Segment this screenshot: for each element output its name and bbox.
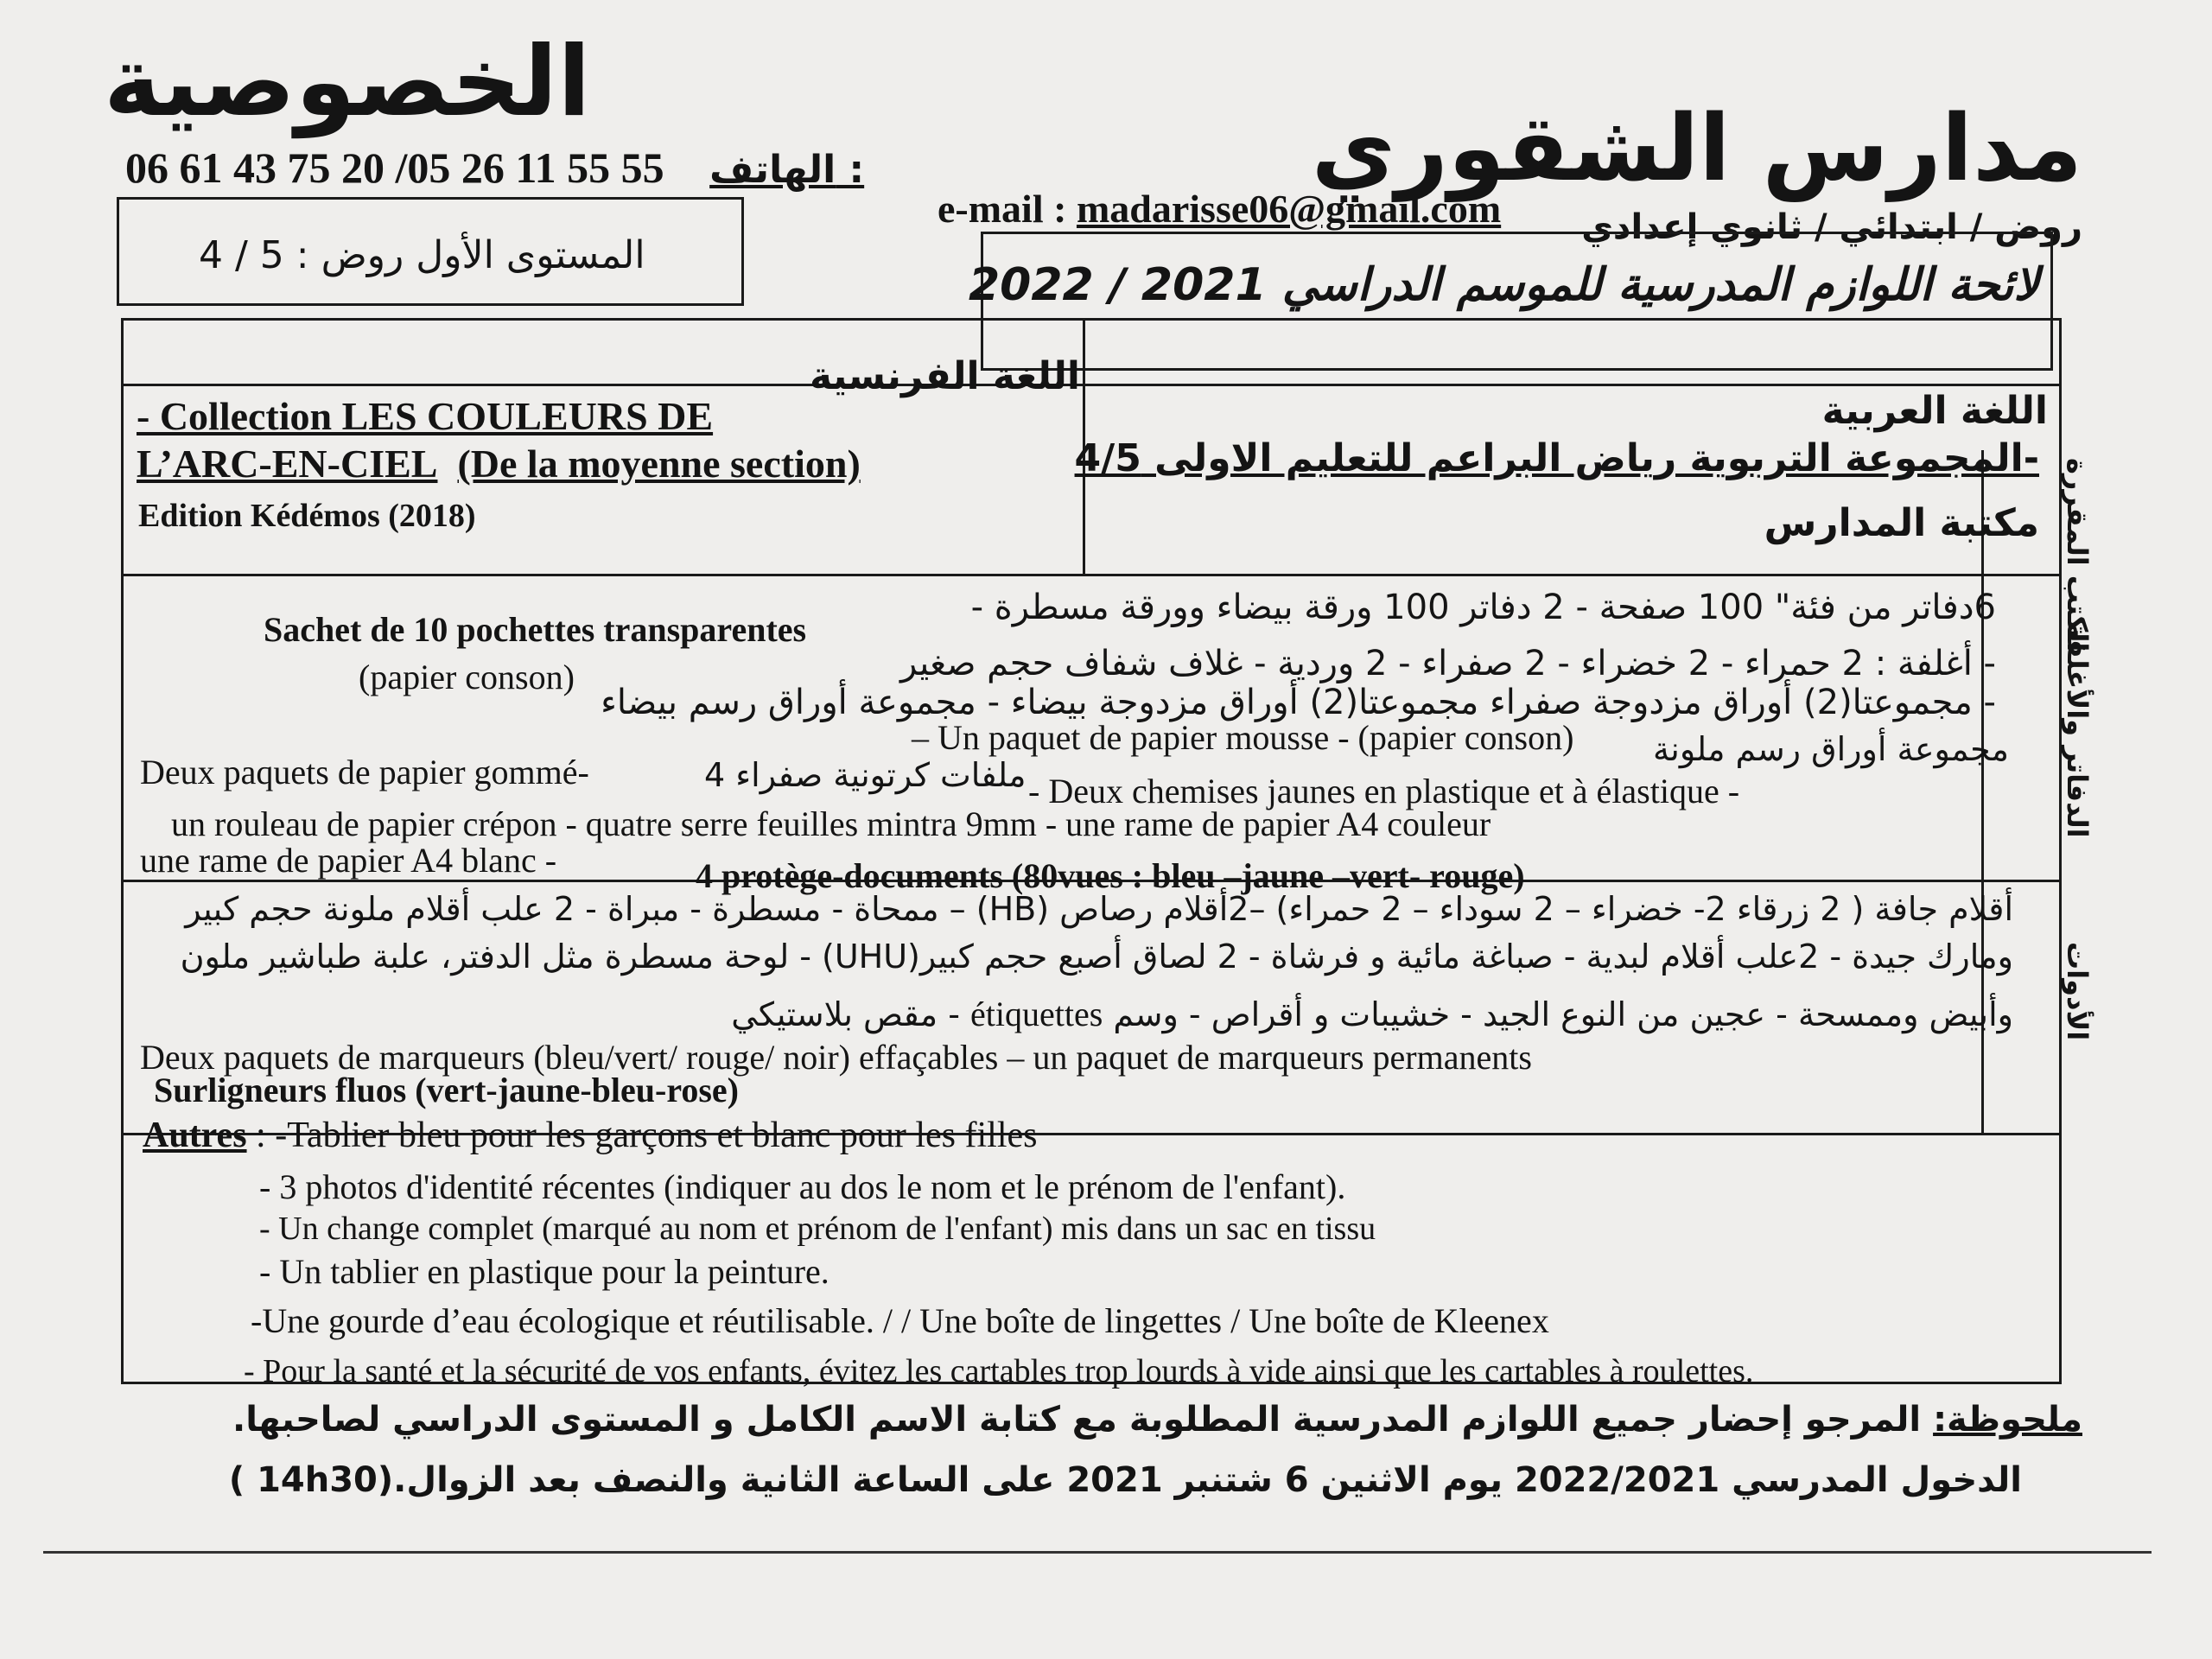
- note-line: ملحوظة: المرجو إحضار جميع اللوازم المدرسية المطلوبة مع كتابة الاسم الكامل و المستوى الدراسي لصاحبها.: [232, 1400, 2082, 1440]
- bottom-rule: [43, 1551, 2152, 1554]
- others-line5: -Une gourde d’eau écologique et réutilisable. / / Une boîte de lingettes / Une boîte de Kleenex: [251, 1301, 1549, 1340]
- school-levels: روض / ابتدائي / ثانوي إعدادي: [1581, 207, 2082, 247]
- class-level: المستوى الأول روض : 5 / 4: [199, 233, 645, 277]
- highlighters-line: Surligneurs fluos (vert-jaune-bleu-rose): [154, 1071, 739, 1109]
- school-start-line: الدخول المدرسي 2022/2021 يوم الاثنين 6 شتنبر 2021 على الساعة الثانية والنصف بعد الزوال.(14h30 ): [228, 1460, 2022, 1500]
- papier-gomme: Deux paquets de papier gommé-: [140, 753, 589, 791]
- others-line6: - Pour la santé et la sécurité de vos enfants, évitez les cartables trop lourds à vide ainsi que les cartables à roulettes.: [244, 1353, 1754, 1389]
- books-side-label: الكتب المقررة: [2061, 458, 2094, 652]
- phone-numbers: 06 61 43 75 20 /05 26 11 55 55: [125, 143, 664, 192]
- email-line: [938, 186, 1501, 232]
- cardboard-files: 4 ملفات كرتونية صفراء: [704, 756, 1027, 794]
- phone-line: [125, 143, 864, 193]
- double-sheets-line: - مجموعتا(2) أوراق مزدوجة صفراء مجموعتا(2) أوراق مزدوجة بيضاء - مجموعة أوراق رسم بيضاء: [601, 683, 1996, 722]
- french-book-line2: L’ARC-EN-CIEL (De la moyenne section): [137, 442, 861, 486]
- table-divider: [124, 384, 2059, 386]
- notebooks-line1: 6دفاتر من فئة" 100 صفحة - 2 دفاتر 100 ورقة بيضاء وورقة مسطرة -: [970, 588, 1996, 627]
- protege-documents: 4 protège-documents (80vues : bleu –jaune –vert- rouge): [696, 856, 1525, 895]
- school-name-part1: الخصوصية: [104, 26, 591, 138]
- chemises-line: - Deux chemises jaunes en plastique et à élastique -: [1028, 772, 1740, 810]
- note-label: ملحوظة:: [1933, 1400, 2082, 1440]
- others-line3: - Un change complet (marqué au nom et prénom de l'enfant) mis dans un sac en tissu: [259, 1211, 1376, 1247]
- list-title: لائحة اللوازم المدرسية للموسم الدراسي 2021 / 2022: [968, 259, 2039, 311]
- papier-mousse-line: – Un paquet de papier mousse - (papier conson): [912, 718, 1574, 757]
- rame-blanc: une rame de papier A4 blanc -: [140, 841, 557, 880]
- others-label: Autres: [143, 1116, 247, 1155]
- email-label: e-mail :: [938, 187, 1067, 231]
- others-line2: - 3 photos d'identité récentes (indiquer au dos le nom et le prénom de l'enfant).: [259, 1167, 1346, 1206]
- notebooks-side-label: الدفاتر والأغلفة: [2061, 622, 2094, 838]
- arabic-heading: اللغة العربية: [1821, 389, 2048, 433]
- covers-line: - أغلفة : 2 حمراء - 2 خضراء - 2 صفراء - 2 وردية - غلاف شفاف حجم صغير: [900, 644, 1996, 683]
- pochettes-line: Sachet de 10 pochettes transparentes: [264, 610, 807, 649]
- arabic-book-line2: مكتبة المدارس: [1764, 501, 2039, 545]
- tools-line1: أقلام جافة ( 2 زرقاء 2- خضراء – 2 سوداء – 2 حمراء) –2أقلام رصاص (HB) – ممحاة - مسطرة - مبراة - 2 علب أقلام ملونة حجم كبير: [185, 890, 2013, 928]
- markers-line: Deux paquets de marqueurs (bleu/vert/ rouge/ noir) effaçables – un paquet de marqueurs permanents: [140, 1038, 1532, 1077]
- email-address: madarisse06@gmail.com: [1076, 187, 1502, 231]
- french-heading: اللغة الفرنسية: [810, 354, 1080, 398]
- crepon-line: un rouleau de papier crépon - quatre serre feuilles mintra 9mm - une rame de papier A4 couleur: [171, 804, 1491, 843]
- table-divider: [124, 574, 2059, 576]
- others-line1: Autres : -Tablier bleu pour les garçons et blanc pour les filles: [143, 1116, 1038, 1155]
- tools-line2: ومارك جيدة - 2علب أقلام لبدية - صباغة مائية و فرشاة - 2 لصاق أصبع حجم كبير(UHU) - لوحة مسطرة مثل الدفتر، علبة طباشير ملون: [180, 938, 2013, 976]
- phone-label: الهاتف :: [709, 148, 865, 192]
- tools-side-label: الأدوات: [2061, 942, 2094, 1041]
- others-line4: - Un tablier en plastique pour la peinture.: [259, 1252, 830, 1291]
- papier-conson-1: (papier conson): [359, 658, 575, 696]
- french-book-line1: - Collection LES COULEURS DE: [137, 394, 714, 438]
- tools-line3: وأبيض وممسحة - عجين من النوع الجيد - خشيبات و أقراص - وسم étiquettes - مقص بلاستيكي: [731, 995, 2013, 1033]
- school-name-part2: مدارس الشقوري: [1311, 95, 2082, 201]
- arabic-book-line1: -المجموعة التربوية رياض البراعم للتعليم الاولى 4/5: [1074, 436, 2039, 480]
- french-book-publisher: Edition Kédémos (2018): [138, 498, 476, 534]
- colored-sheets-ar: مجموعة أوراق رسم ملونة: [1652, 730, 2009, 768]
